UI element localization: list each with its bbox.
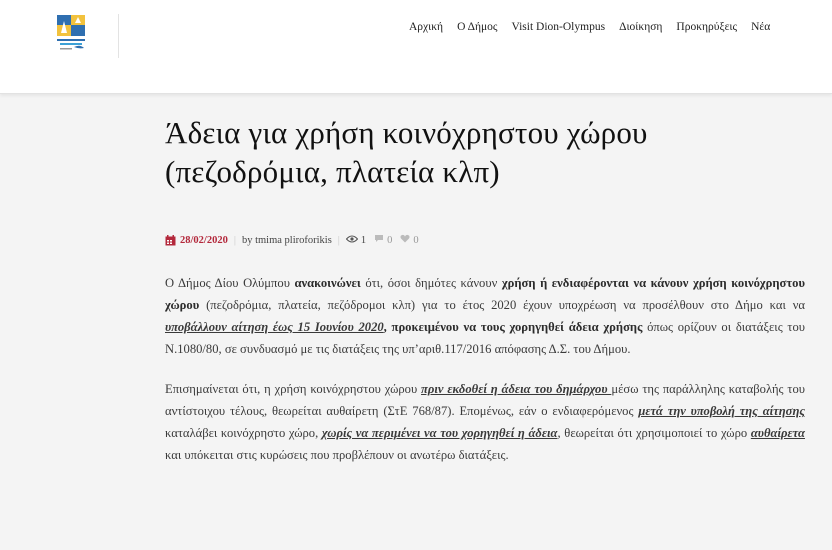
underlined-text: χωρίς να περιμένει να του χορηγηθεί η άδεια (321, 426, 558, 440)
text: μέσω της παράλληλης καταβολής του αντίστοιχου τέλους, θεωρείται αυθαίρετη (ΣτΕ 768/87). Επομένως, εάν ο ενδιαφερόμενος (165, 382, 805, 418)
eye-icon (346, 235, 358, 246)
text: ότι, όσοι δημότες κάνουν (360, 276, 502, 290)
post-meta (165, 233, 805, 247)
bold-text: χρήση ή ενδιαφέρονται να κάνουν χρήση κοινόχρηστου χώρου (165, 276, 806, 312)
underlined-text: πριν εκδοθεί η άδεια του δημάρχου (421, 382, 612, 396)
header-divider (118, 14, 119, 58)
nav-item-administration[interactable]: Διοίκηση (619, 21, 663, 33)
site-header (0, 0, 832, 94)
nav-item-home[interactable]: Αρχική (409, 21, 444, 33)
paragraph-1 (165, 272, 805, 360)
main-nav (409, 21, 832, 33)
text: καταλάβει κοινόχρηστο χώρο, (165, 426, 322, 440)
comments-count: 0 (387, 234, 393, 246)
comment-icon[interactable] (374, 234, 384, 246)
underlined-text: μετά την υποβολή της αίτησης (638, 404, 805, 418)
article (165, 93, 805, 484)
nav-item-announcements[interactable]: Προκηρύξεις (676, 21, 738, 33)
post-author[interactable]: by tmima pliroforikis (241, 234, 332, 246)
text: , θεωρείται ότι χρησιμοποιεί το χώρο (557, 426, 751, 440)
title-line-1: Άδεια για χρήση κοινόχρηστου χώρου (165, 115, 648, 150)
bold-text: , προκειμένου να τους χορηγηθεί άδεια χρήσης (383, 320, 643, 334)
municipality-logo-icon[interactable] (54, 13, 88, 53)
page-title (165, 113, 805, 191)
likes-count: 0 (413, 234, 419, 246)
deadline-text: υποβάλλουν αίτηση έως 15 Ιουνίου 2020 (165, 320, 384, 334)
nav-item-municipality[interactable]: Ο Δήμος (457, 21, 498, 33)
meta-separator: | (233, 234, 236, 246)
title-line-2: (πεζοδρόμια, πλατεία κλπ) (165, 154, 500, 189)
calendar-icon (165, 235, 176, 246)
nav-item-visit-dion-olympus[interactable]: Visit Dion-Olympus (511, 21, 606, 33)
text: όπως ορίζουν οι διατάξεις του Ν.1080/80, σε συνδυασμό με τις διατάξεις της υπ’αριθ.117/2016 απόφασης Δ.Σ. του Δήμου. (165, 320, 805, 356)
paragraph-2 (165, 378, 805, 466)
text: και υπόκειται στις κυρώσεις που προβλέπουν οι ανωτέρω διατάξεις. (165, 448, 509, 462)
text: Επισημαίνεται ότι, η χρήση κοινόχρηστου χώρου (165, 382, 422, 396)
text: (πεζοδρόμια, πλατεία, πεζόδρομοι κλπ) για το έτος 2020 έχουν υποχρέωση να προσέλθουν στο Δήμο και να (199, 298, 805, 312)
views-count: 1 (360, 234, 367, 246)
text: Ο Δήμος Δίου Ολύμπου (165, 276, 295, 290)
nav-item-news[interactable]: Νέα (751, 21, 771, 33)
heart-icon[interactable] (400, 234, 410, 246)
meta-separator: | (337, 234, 340, 246)
article-body (165, 272, 805, 466)
underlined-text: αυθαίρετα (750, 426, 805, 440)
post-date[interactable]: 28/02/2020 (180, 234, 228, 246)
bold-text: ανακοινώνει (294, 276, 361, 290)
